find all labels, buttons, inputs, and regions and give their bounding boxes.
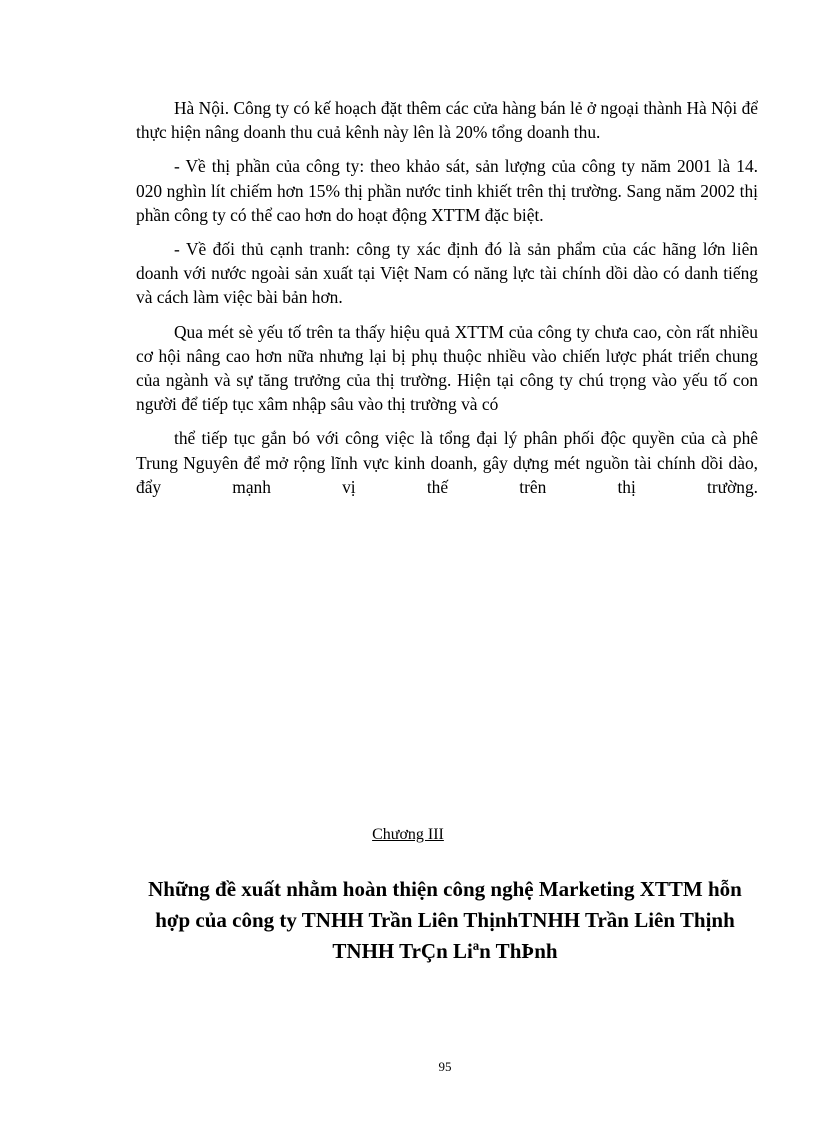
paragraph-continuation: thể tiếp tục gắn bó với công việc là tổng đại lý phân phối độc quyền của cà phê Trung Nguyên để mở rộng lĩnh vực kinh doanh, gây dựng mét nguồn tài chính dồi dào, đẩy mạnh vị thế trên thị trường. — [136, 428, 758, 497]
heading-line-3: TNHH TrÇn Liªn ThÞnh — [332, 939, 558, 963]
page-number: 95 — [438, 1059, 452, 1074]
chapter-heading — [120, 874, 770, 967]
chapter-label: Chương III — [372, 826, 444, 843]
body-text — [136, 96, 758, 509]
paragraph-evaluation: Qua mét sè yếu tố trên ta thấy hiệu quả XTTM của công ty chưa cao, còn rất nhiều cơ hội nâng cao hơn nữa nhưng lại bị phụ thuộc nhiều vào chiến lược phát triển chung của ngành và sự tăng trưởng của thị trường. Hiện tại công ty chú trọng vào yếu tố con người để tiếp tục xâm nhập sâu vào thị trường và có — [136, 321, 758, 415]
paragraph-sales-channel: Hà Nội. Công ty có kế hoạch đặt thêm các cửa hàng bán lẻ ở ngoại thành Hà Nội để thực hiện nâng doanh thu cuả kênh này lên là 20% tổng doanh thu. — [136, 98, 758, 143]
heading-line-2: hợp của công ty TNHH Trần Liên ThịnhTNHH Trần Liên Thịnh — [155, 908, 735, 932]
paragraph-competitors: - Về đối thủ cạnh tranh: công ty xác định đó là sản phẩm của các hãng lớn liên doanh với nước ngoài sản xuất tại Việt Nam có năng lực tài chính dồi dào có danh tiếng và cách làm việc bài bản hơn. — [136, 239, 758, 308]
paragraph-market-share: - Về thị phần của công ty: theo khảo sát, sản lượng của công ty năm 2001 là 14. 020 nghìn lít chiếm hơn 15% thị phần nước tinh khiết trên thị trường. Sang năm 2002 thị phần công ty có thể cao hơn do hoạt động XTTM đặc biệt. — [136, 156, 758, 225]
heading-line-1: Những đề xuất nhằm hoàn thiện công nghệ Marketing XTTM hỗn — [148, 877, 742, 901]
